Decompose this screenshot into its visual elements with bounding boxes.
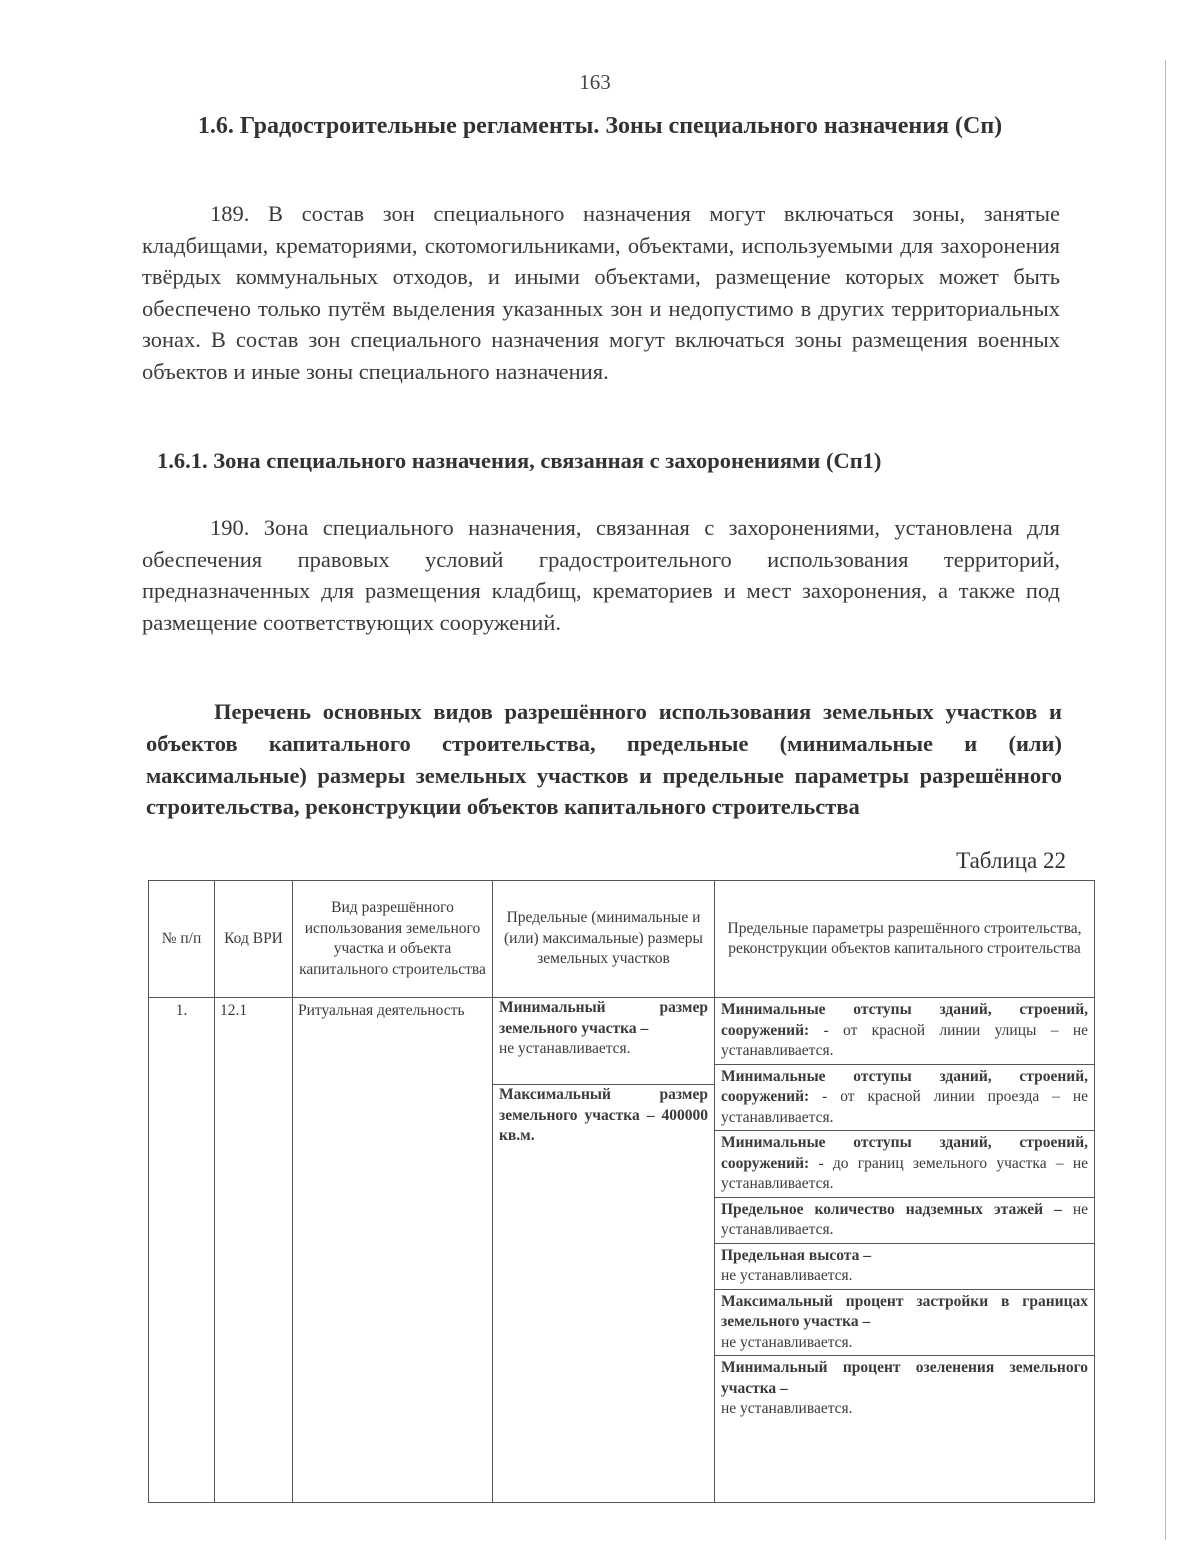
param-title: Минимальные отступы зданий, строений, сооружений:: [721, 1001, 1088, 1039]
param-detail: - до границ земельного участка – не устанавливается.: [721, 1154, 1089, 1192]
size-max: [493, 1085, 714, 1149]
paragraph-189: 189. В состав зон специального назначения могут включаться зоны, занятые кладбищами, крематориями, скотомогильниками, объектами, используемыми для захоронения твёрдых коммунальных отходов, и иными объектами, размещение которых может быть обеспечено только путём выделения указанных зон и недопустимо в других территориальных зонах. В состав зон специального назначения могут включаться зоны размещения военных объектов и иные зоны специального назначения.: [142, 201, 1060, 384]
paragraph-190: 190. Зона специального назначения, связанная с захоронениями, установлена для обеспечения правовых условий градостроительного использования территорий, предназначенных для размещения кладбищ, крематориев и мест захоронения, а также под размещение соответствующих сооружений.: [142, 515, 1060, 635]
param-detail: не устанавливается.: [721, 1333, 853, 1351]
subsection-title: 1.6.1. Зона специального назначения, связанная с захоронениями (Сп1): [157, 448, 882, 473]
row-code: 12.1: [215, 998, 293, 1503]
header-sizes: Предельные (минимальные и (или) максимальные) размеры земельных участков: [493, 881, 715, 998]
param-item: [715, 1131, 1094, 1198]
param-detail: - от красной линии улицы – не устанавливается.: [721, 1021, 1088, 1059]
size-max-title: Максимальный размер земельного участка – 400000 кв.м.: [499, 1086, 708, 1144]
size-min: [493, 998, 714, 1085]
row-sizes: [493, 998, 715, 1503]
param-item: [715, 1244, 1094, 1290]
param-item: [715, 1356, 1094, 1422]
table-row: [149, 998, 1095, 1503]
table-label: Таблица 22: [956, 848, 1066, 873]
regulations-table: [148, 880, 1095, 1503]
param-item: [715, 1198, 1094, 1244]
param-title: Минимальные отступы зданий, строений, сооружений:: [721, 1134, 1088, 1172]
param-title: Предельная высота –: [721, 1246, 871, 1264]
param-detail: не устанавливается.: [721, 1200, 1089, 1238]
row-params: [715, 998, 1095, 1503]
page-number: 163: [579, 70, 611, 94]
param-item: [715, 1065, 1094, 1132]
header-num: № п/п: [149, 881, 215, 998]
section-title: 1.6. Градостроительные регламенты. Зоны специального назначения (Сп): [197, 113, 1003, 139]
size-min-value: не устанавливается.: [499, 1040, 631, 1057]
param-title: Максимальный процент застройки в границах земельного участка –: [721, 1292, 1088, 1330]
param-detail: - от красной линии проезда – не устанавливается.: [721, 1088, 1088, 1126]
param-title: Предельное количество надземных этажей –: [721, 1200, 1062, 1218]
header-params: Предельные параметры разрешённого строительства, реконструкции объектов капитального строительства: [715, 881, 1095, 998]
header-code: Код ВРИ: [215, 881, 293, 998]
row-num: 1.: [149, 998, 215, 1503]
param-item: [715, 998, 1094, 1065]
param-title: Минимальный процент озеленения земельного участка –: [721, 1359, 1088, 1397]
size-min-title: Минимальный размер земельного участка –: [499, 999, 708, 1037]
header-type: Вид разрешённого использования земельного участка и объекта капитального строительства: [293, 881, 493, 998]
table-header-row: [149, 881, 1095, 998]
param-detail: не устанавливается.: [721, 1400, 853, 1417]
param-title: Минимальные отступы зданий, строений, сооружений:: [721, 1067, 1088, 1105]
page-edge-line: [1165, 60, 1166, 1540]
param-item: [715, 1290, 1094, 1357]
list-heading: Перечень основных видов разрешённого использования земельных участков и объектов капитального строительства, предельные (минимальные и (или) максимальные) размеры земельных участков и предельные параметры разрешённого строительства, реконструкции объектов капитального строительства: [146, 699, 1062, 820]
row-type: Ритуальная деятельность: [293, 998, 493, 1503]
param-detail: не устанавливается.: [721, 1267, 853, 1284]
